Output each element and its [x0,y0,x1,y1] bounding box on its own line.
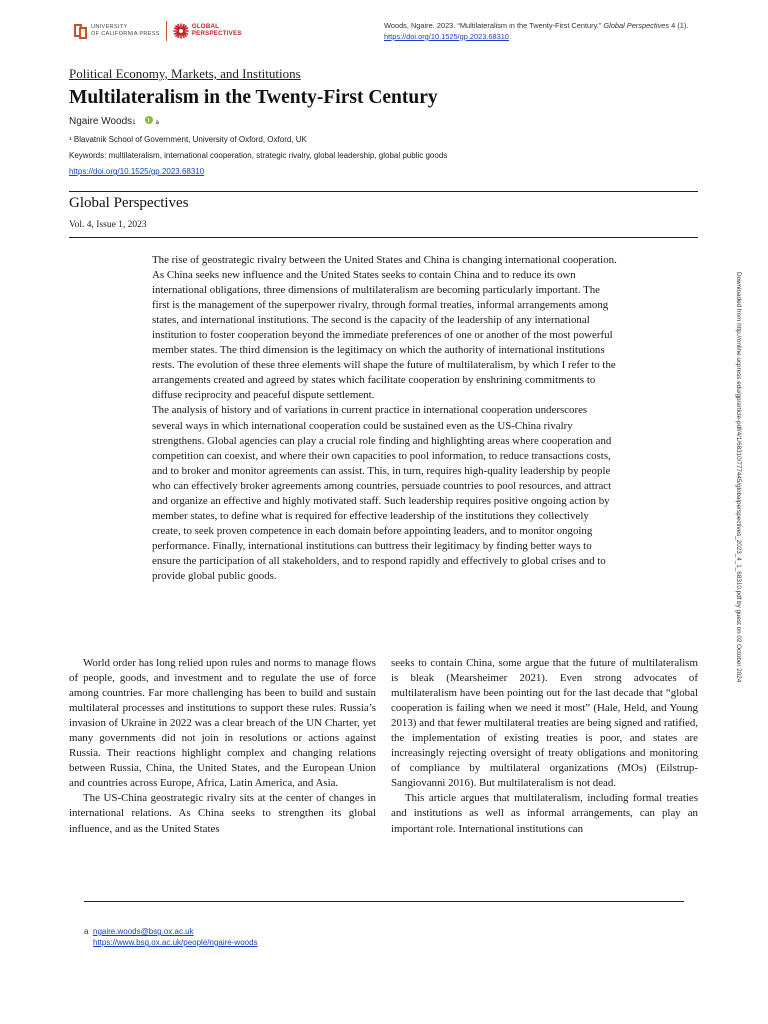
gp-line-1: GLOBAL [191,23,220,31]
citation-text: Woods, Ngaire. 2023. “Multilateralism in the Twenty-First Century.” [384,21,604,30]
header-rule [69,191,698,192]
body-paragraph: The US-China geostrategic rivalry sits at the center of changes in international relations. As China seeks to strengthen its global influence, and as the United States [69,792,376,835]
citation [384,21,704,43]
ucpress-wordmark [91,24,160,37]
citation-doi-link[interactable]: https://doi.org/10.1525/gp.2023.68310 [384,31,509,41]
volume-issue: Vol. 4, Issue 1, 2023 [69,220,147,230]
abstract-paragraph-2: The analysis of history and of variations in current practice in international cooperation underscores several ways in which international cooperation could be sustained even as the US-China rivalry strengthens. Global agencies can play a crucial role finding and highlighting areas where cooperation and competition can coexist, and where their own capacities to pool information, to reduce transactions costs, and to broker and monitor agreements can assist. This, in turn, requires high-quality leadership by people who can effectively broker agreements among countries, persuade countries to pool resources, and attract and organize an effective and highly motivated staff. Such leadership requires positive ongoing action by member states, to define what is required for effective leadership of the institutions they collectively create, to seek proven competence in each domain before appointing leaders, and to monitor ongoing performance. Finally, international institutions can buttress their legitimacy by finding better ways to ensure the participation of all stakeholders, and to respond rapidly and effectively to global crises and to provide global public goods. [152,404,612,582]
ucpress-logo [74,24,160,39]
abstract [152,253,620,584]
author-line [69,116,159,127]
author-name[interactable]: Ngaire Woods [69,116,133,127]
ucpress-line-2: OF CALIFORNIA PRESS [91,31,160,37]
journal-rule [69,237,698,238]
footnotes [84,926,258,948]
ucpress-line-1: UNIVERSITY [91,24,128,31]
orcid-icon[interactable] [145,116,153,124]
section-label[interactable]: Political Economy, Markets, and Institutions [69,66,301,81]
body-paragraph: World order has long relied upon rules and norms to manage flows of people, goods, and investment and to regulate the use of force among countries. Far more challenging has been to build and sustain multilateral processes and institutions to support these rules. Russia’s invasion of Ukraine in 2022 was a clear breach of the UN Charter, yet many governments did not join in resolutions or actions against Russia. Their reactions highlight complex and changing relations between Russia, China, the United States, and the European Union and countries across Europe, Africa, Latin America, and Asia. [69,657,376,790]
logo-divider [166,21,167,41]
author-affiliation-sup: 1 [132,120,136,126]
download-note: Downloaded from http://online.ucpress.edu/gp/article-pdf/4/1/68310/777445/globalperspectives_2023_4_1_68310.pdf by guest on 02 October 2024 [735,272,742,683]
keywords: Keywords: multilateralism, international cooperation, strategic rivalry, global leadership, global public goods [69,151,448,160]
article-title: Multilateralism in the Twenty-First Century [69,87,438,108]
gp-line-2: PERSPECTIVES [191,30,242,37]
body-paragraph: seeks to contain China, some argue that the future of multilateralism is bleak (Mearsheimer 2021). Even strong advocates of multilateralism have been pointing out for the last decade that “global cooperation is failing when we need it most” (Hale, Held, and Young 2013) and that fewer multilateral treaties are being signed and ratified, the implementation of existing treaties is poor, and states are increasingly rejecting oversight of treaty obligations and monitoring of compliance by multilateral organizations (MOs) (Eilstrup-Sangiovanni 2016). But multilateralism is not dead. [391,657,698,790]
doi-link[interactable]: https://doi.org/10.1525/gp.2023.68310 [69,167,205,176]
citation-journal: Global Perspectives [603,21,670,30]
citation-volume: 4 (1). [669,21,689,30]
footnote-rule [84,901,684,902]
affiliation: ¹ Blavatnik School of Government, University of Oxford, Oxford, UK [69,135,307,144]
global-perspectives-wordmark [192,24,242,38]
footnote-marker: a [84,927,89,936]
journal-name: Global Perspectives [69,195,189,211]
ucpress-mark-icon [74,24,87,39]
starburst-icon [173,23,189,39]
author-profile-link[interactable]: https://www.bsg.ox.ac.uk/people/ngaire-woods [93,938,258,947]
body-paragraph: This article argues that multilateralism, including formal treaties and institutions as well as informal arrangements, can play an important role. International institutions can [391,792,698,835]
author-note-sup[interactable]: a [155,120,159,126]
body-column-right [391,656,698,837]
citation-end: . [508,31,511,41]
abstract-paragraph-1: The rise of geostrategic rivalry between the United States and China is changing international cooperation. As China seeks new influence and the United States seeks to contain China and to reduce its own international obligations, three dimensions of multilateralism are becoming particularly important. The first is the management of the superpower rivalry, through formal treaties, informal arrangements among states, and international institutions. The second is the capacity of the leadership of any international institution to foster cooperation beyond the immediate preferences of one or another of the most powerful member states. The third dimension is the legitimacy on which the authority of international institutions rests. The evolution of these three elements will shape the future of multilateralism, by which I refer to the arrangements created and agreed by states which facilitate cooperation by enshrining commitments to diffuse reciprocity and peaceful dispute settlement. [152,254,617,402]
author-email-link[interactable]: ngaire.woods@bsg.ox.ac.uk [93,927,194,936]
header-logos [74,20,242,42]
global-perspectives-logo [173,23,242,39]
body-column-left [69,656,376,837]
